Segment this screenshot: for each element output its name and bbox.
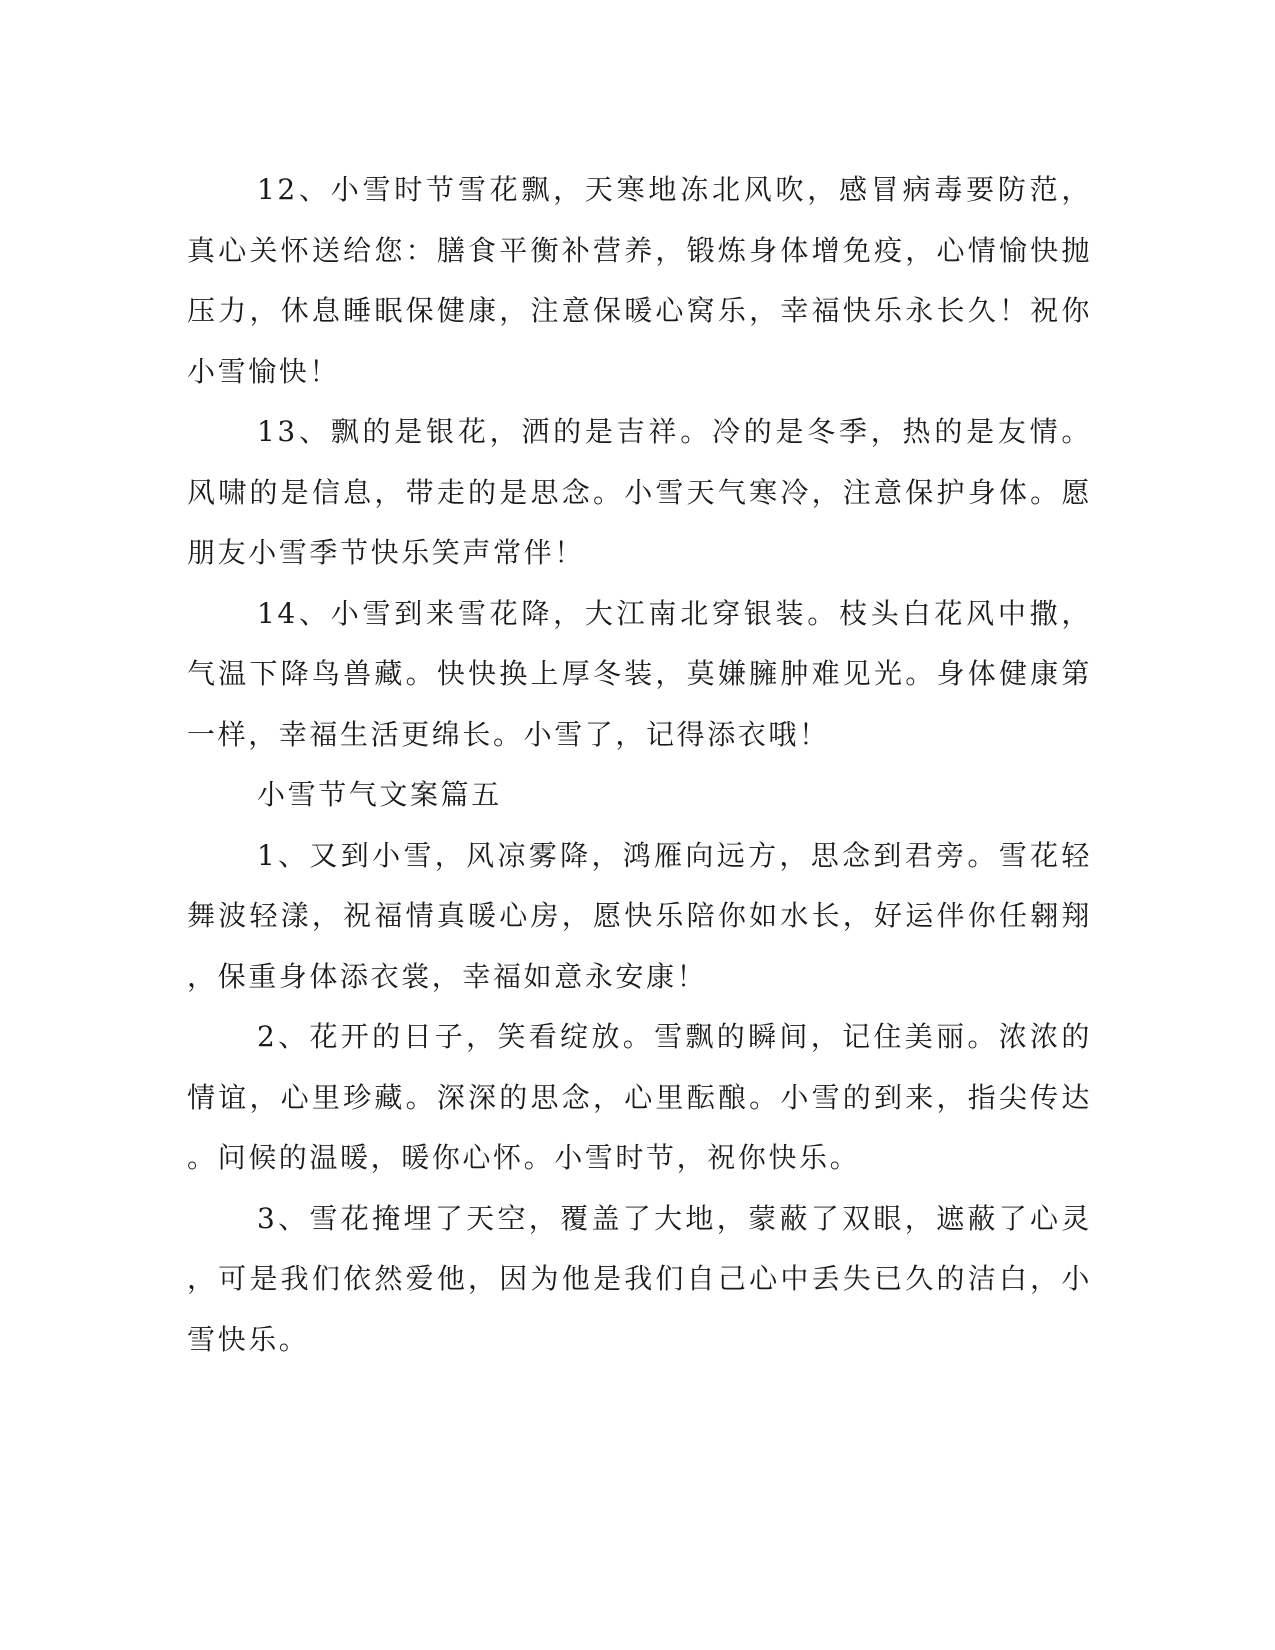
paragraph-13: 13、飘的是银花，洒的是吉祥。冷的是冬季，热的是友情。风啸的是信息，带走的是思念。小雪天气寒冷，注意保护身体。愿朋友小雪季节快乐笑声常伴！: [187, 415, 1092, 569]
paragraph-12: 12、小雪时节雪花飘，天寒地冻北风吹，感冒病毒要防范，真心关怀送给您：膳食平衡补营养，锻炼身体增免疫，心情愉快抛压力，休息睡眠保健康，注意保暖心窝乐，幸福快乐永长久！祝你小雪愉快！: [187, 173, 1092, 388]
paragraph-14: 14、小雪到来雪花降，大江南北穿银装。枝头白花风中撒，气温下降鸟兽藏。快快换上厚冬装，莫嫌臃肿难见光。身体健康第一样，幸福生活更绵长。小雪了，记得添衣哦！: [187, 596, 1092, 751]
section-heading: 小雪节气文案篇五: [257, 778, 502, 811]
paragraph-1: 1、又到小雪，风凉雾降，鸿雁向远方，思念到君旁。雪花轻舞波轻漾，祝福情真暖心房，愿快乐陪你如水长，好运伴你任翱翔，保重身体添衣裳，幸福如意永安康！: [187, 838, 1092, 993]
paragraph-2: 2、花开的日子，笑看绽放。雪飘的瞬间，记住美丽。浓浓的情谊，心里珍藏。深深的思念，心里酝酿。小雪的到来，指尖传达。问候的温暖，暖你心怀。小雪时节，祝你快乐。: [187, 1020, 1092, 1174]
paragraph-3: 3、雪花掩埋了天空，覆盖了大地，蒙蔽了双眼，遮蔽了心灵，可是我们依然爱他，因为他是我们自己心中丢失已久的洁白，小雪快乐。: [187, 1201, 1092, 1356]
document-body: [187, 160, 1092, 1370]
